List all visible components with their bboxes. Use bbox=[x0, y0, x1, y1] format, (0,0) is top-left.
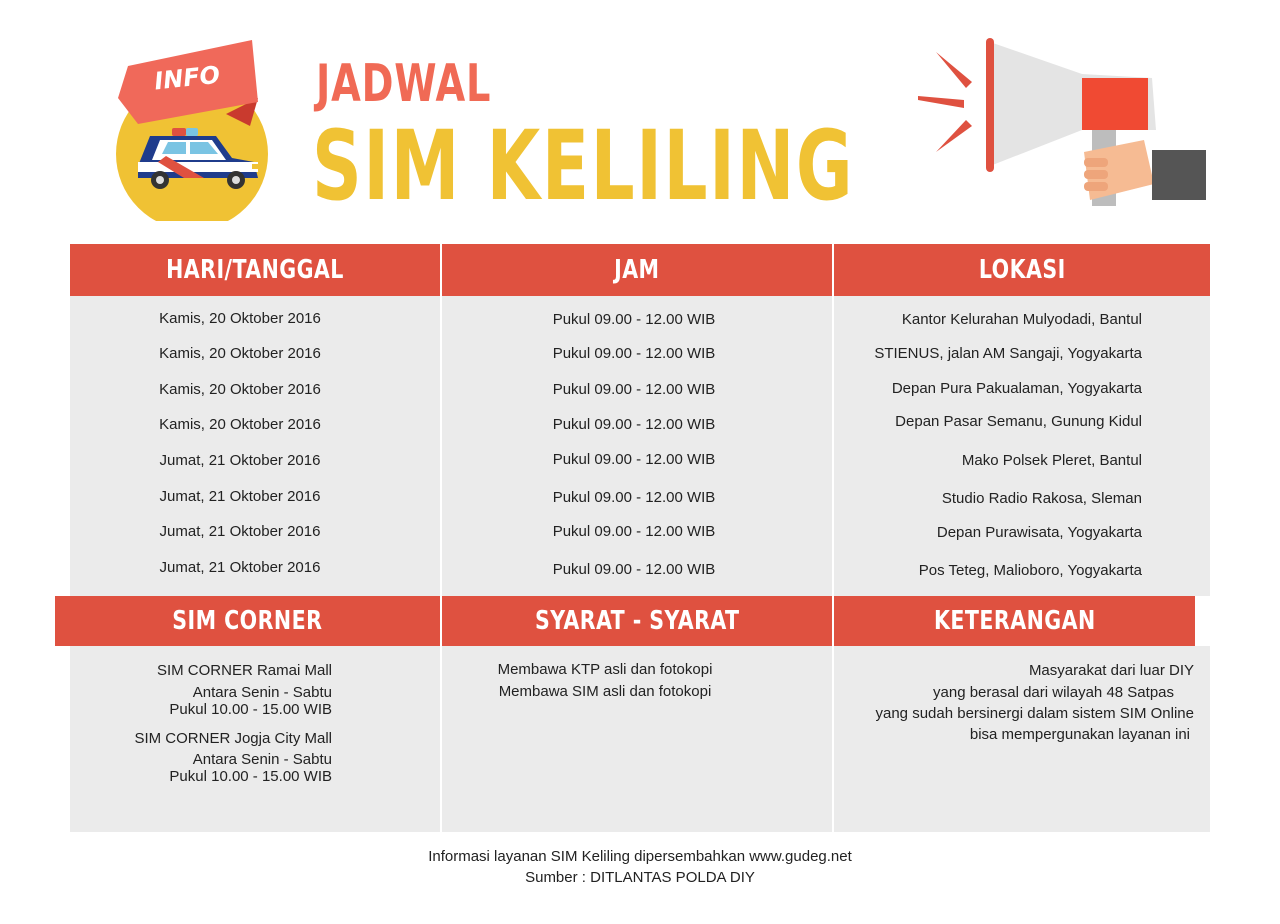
row-location: Depan Purawisata, Yogyakarta bbox=[936, 524, 1142, 541]
sim-corner-line: SIM CORNER Ramai Mall bbox=[156, 662, 332, 679]
sim-corner-line: Antara Senin - Sabtu bbox=[192, 684, 332, 701]
row-location: Depan Pura Pakualaman, Yogyakarta bbox=[891, 380, 1142, 397]
sim-corner-line: Pukul 10.00 - 15.00 WIB bbox=[169, 768, 332, 785]
row-date: Jumat, 21 Oktober 2016 bbox=[159, 488, 321, 505]
header-lokasi: LOKASI bbox=[834, 244, 1210, 296]
megaphone-icon bbox=[912, 34, 1212, 209]
syarat-line: Membawa SIM asli dan fotokopi bbox=[498, 683, 712, 700]
police-car-icon bbox=[108, 36, 278, 221]
row-date: Jumat, 21 Oktober 2016 bbox=[159, 523, 321, 540]
keterangan-line: Masyarakat dari luar DIY bbox=[1028, 662, 1194, 679]
row-date: Kamis, 20 Oktober 2016 bbox=[159, 416, 321, 433]
row-time: Pukul 09.00 - 12.00 WIB bbox=[552, 523, 716, 540]
row-date: Kamis, 20 Oktober 2016 bbox=[159, 381, 321, 398]
sim-corner-line: SIM CORNER Jogja City Mall bbox=[134, 730, 332, 747]
column-divider bbox=[440, 596, 442, 836]
row-date: Kamis, 20 Oktober 2016 bbox=[159, 310, 321, 327]
row-time: Pukul 09.00 - 12.00 WIB bbox=[552, 561, 716, 578]
title-sim-keliling: SIM KELILING bbox=[312, 110, 855, 222]
header-jam: JAM bbox=[442, 244, 832, 296]
row-time: Pukul 09.00 - 12.00 WIB bbox=[552, 451, 716, 468]
sim-corner-line: Antara Senin - Sabtu bbox=[192, 751, 332, 768]
syarat-line: Membawa KTP asli dan fotokopi bbox=[497, 661, 713, 678]
row-time: Pukul 09.00 - 12.00 WIB bbox=[552, 489, 716, 506]
row-time: Pukul 09.00 - 12.00 WIB bbox=[552, 381, 716, 398]
keterangan-line: yang sudah bersinergi dalam sistem SIM Online bbox=[875, 705, 1194, 722]
row-location: Kantor Kelurahan Mulyodadi, Bantul bbox=[901, 311, 1142, 328]
keterangan-line: bisa mempergunakan layanan ini bbox=[969, 726, 1190, 743]
row-location: Studio Radio Rakosa, Sleman bbox=[941, 490, 1142, 507]
row-time: Pukul 09.00 - 12.00 WIB bbox=[552, 416, 716, 433]
header-syarat: SYARAT - SYARAT bbox=[442, 596, 832, 646]
footer-source: Sumber : DITLANTAS POLDA DIY bbox=[525, 869, 755, 886]
header-hari-tanggal: HARI/TANGGAL bbox=[70, 244, 440, 296]
row-time: Pukul 09.00 - 12.00 WIB bbox=[552, 311, 716, 328]
header-sim-corner: SIM CORNER bbox=[55, 596, 440, 646]
info-badge-label: INFO bbox=[152, 60, 222, 96]
title-jadwal: JADWAL bbox=[316, 54, 492, 114]
footer-credit: Informasi layanan SIM Keliling dipersembahkan www.gudeg.net bbox=[428, 848, 852, 865]
row-time: Pukul 09.00 - 12.00 WIB bbox=[552, 345, 716, 362]
row-date: Jumat, 21 Oktober 2016 bbox=[159, 559, 321, 576]
row-location: Pos Teteg, Malioboro, Yogyakarta bbox=[918, 562, 1142, 579]
row-date: Kamis, 20 Oktober 2016 bbox=[159, 345, 321, 362]
row-location: Mako Polsek Pleret, Bantul bbox=[961, 452, 1142, 469]
header-keterangan: KETERANGAN bbox=[834, 596, 1195, 646]
row-location: STIENUS, jalan AM Sangaji, Yogyakarta bbox=[874, 345, 1142, 362]
sim-corner-line: Pukul 10.00 - 15.00 WIB bbox=[169, 701, 332, 718]
keterangan-line: yang berasal dari wilayah 48 Satpas bbox=[933, 684, 1174, 701]
row-location: Depan Pasar Semanu, Gunung Kidul bbox=[895, 413, 1142, 430]
row-date: Jumat, 21 Oktober 2016 bbox=[159, 452, 321, 469]
